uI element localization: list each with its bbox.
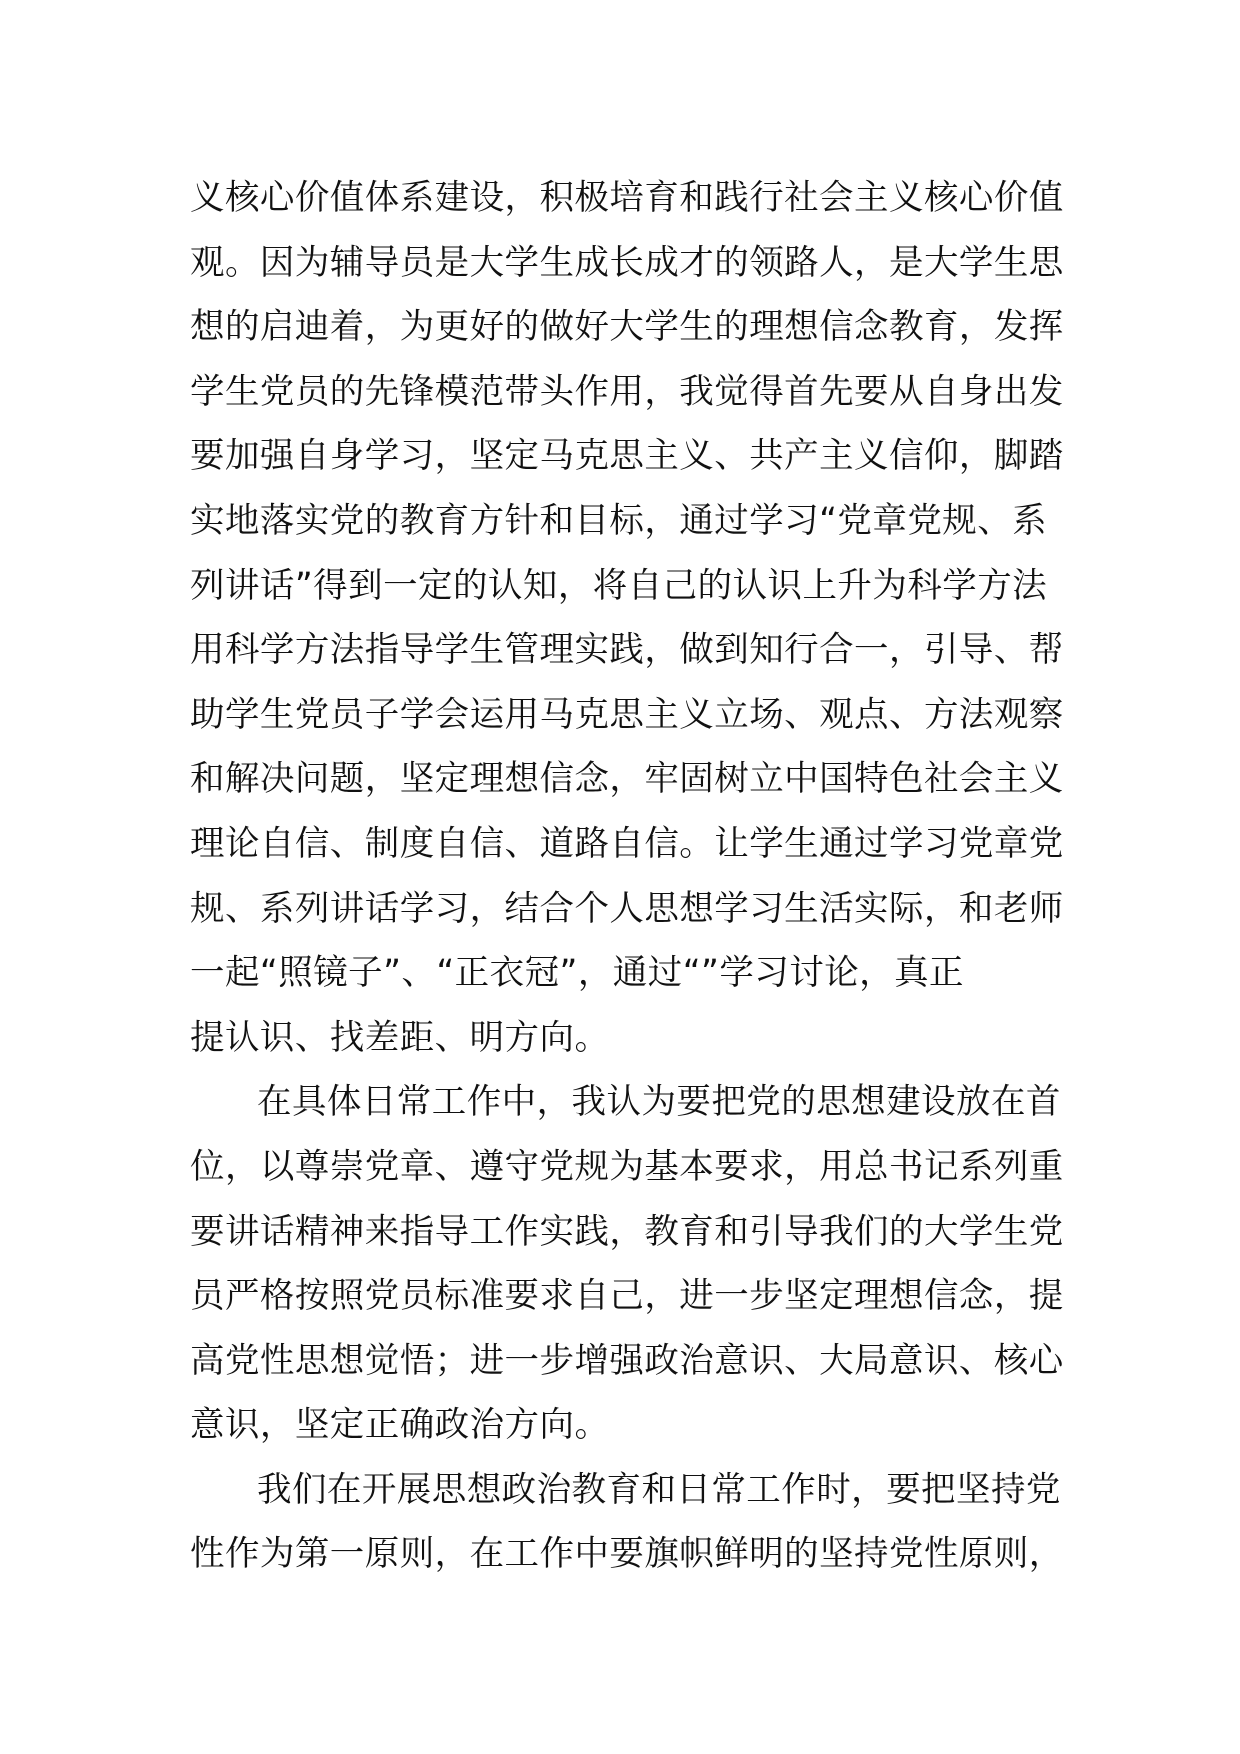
text-line: 助学生党员子学会运用马克思主义立场、观点、方法观察 <box>190 694 1064 735</box>
text-line: 高党性思想觉悟；进一步增强政治意识、大局意识、核心 <box>190 1340 1064 1381</box>
paragraph-start-line: 在具体日常工作中，我认为要把党的思想建设放在首 <box>257 1082 1061 1123</box>
text-line: 用科学方法指导学生管理实践，做到知行合一，引导、帮 <box>190 630 1064 671</box>
text-line: 要讲话精神来指导工作实践，教育和引导我们的大学生党 <box>190 1211 1064 1252</box>
text-line: 要加强自身学习，坚定马克思主义、共产主义信仰，脚踏 <box>190 436 1064 477</box>
text-line: 实地落实党的教育方针和目标，通过学习“党章党规、系 <box>190 500 1048 541</box>
text-line: 员严格按照党员标准要求自己，进一步坚定理想信念，提 <box>190 1276 1064 1317</box>
text-line: 意识，坚定正确政治方向。 <box>190 1405 610 1446</box>
text-line: 列讲话”得到一定的认知，将自己的认识上升为科学方法 <box>190 565 1048 606</box>
text-line: 想的启迪着，为更好的做好大学生的理想信念教育，发挥 <box>190 307 1064 348</box>
text-line: 观。因为辅导员是大学生成长成才的领路人，是大学生思 <box>190 242 1064 283</box>
text-line: 义核心价值体系建设，积极培育和践行社会主义核心价值 <box>190 178 1064 218</box>
text-line: 规、系列讲话学习，结合个人思想学习生活实际，和老师 <box>190 888 1064 929</box>
text-line: 理论自信、制度自信、道路自信。让学生通过学习党章党 <box>190 823 1064 864</box>
text-line: 和解决问题，坚定理想信念，牢固树立中国特色社会主义 <box>190 759 1064 800</box>
text-line: 提认识、找差距、明方向。 <box>190 1017 610 1058</box>
text-line: 位，以尊崇党章、遵守党规为基本要求，用总书记系列重 <box>190 1146 1064 1187</box>
text-line: 一起“照镜子”、“正衣冠”，通过“”学习讨论，真正 <box>190 953 964 994</box>
text-line: 学生党员的先锋模范带头作用，我觉得首先要从自身出发 <box>190 371 1064 412</box>
document-body <box>190 166 1064 1587</box>
text-line: 性作为第一原则，在工作中要旗帜鲜明的坚持党性原则， <box>190 1534 1064 1575</box>
paragraph-start-line: 我们在开展思想政治教育和日常工作时，要把坚持党 <box>257 1469 1061 1510</box>
